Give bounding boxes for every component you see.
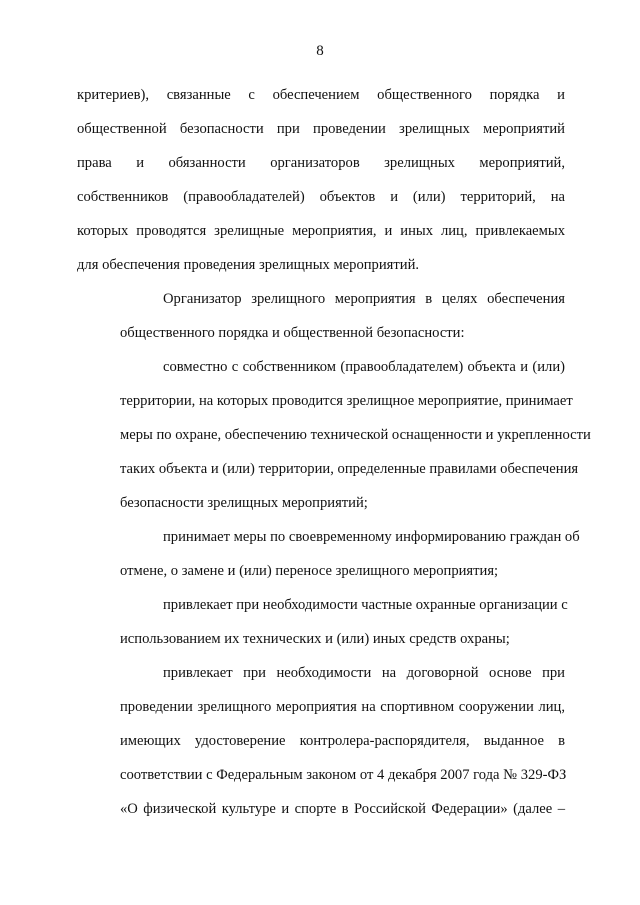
document-body (77, 78, 591, 826)
text-line: общественного порядка и общественной безопасности: (120, 325, 465, 341)
text-line: принимает меры по своевременному информированию граждан об (163, 529, 580, 545)
text-line: совместно с собственником (правообладателем) объекта и (или) (163, 359, 565, 375)
paragraph (77, 520, 580, 588)
paragraph (77, 656, 565, 826)
page-number: 8 (316, 43, 324, 59)
text-line: Организатор зрелищного мероприятия в целях обеспечения (163, 291, 565, 307)
text-line: собственников (правообладателей) объектов и (или) территорий, на (77, 189, 565, 205)
text-line: общественной безопасности при проведении зрелищных мероприятий (77, 121, 565, 137)
text-line: привлекает при необходимости на договорной основе при (163, 665, 565, 681)
text-line: для обеспечения проведения зрелищных мероприятий. (77, 257, 420, 273)
text-line: которых проводятся зрелищные мероприятия, и иных лиц, привлекаемых (77, 223, 565, 239)
text-line: безопасности зрелищных мероприятий; (120, 495, 368, 511)
text-line: отмене, о замене и (или) переносе зрелищного мероприятия; (120, 563, 499, 579)
text-line: критериев), связанные с обеспечением общественного порядка и (77, 87, 565, 103)
paragraph (77, 78, 565, 282)
paragraph (77, 350, 591, 520)
text-line: соответствии с Федеральным законом от 4 декабря 2007 года № 329-ФЗ (120, 767, 567, 783)
text-line: проведении зрелищного мероприятия на спортивном сооружении лиц, (120, 699, 565, 715)
text-line: имеющих удостоверение контролера-распорядителя, выданное в (120, 733, 565, 749)
paragraph (77, 282, 565, 350)
paragraph (77, 588, 568, 656)
text-line: привлекает при необходимости частные охранные организации с (163, 597, 568, 613)
text-line: «О физической культуре и спорте в Российской Федерации» (далее – (120, 801, 565, 817)
text-line: права и обязанности организаторов зрелищных мероприятий, (77, 155, 565, 171)
text-line: таких объекта и (или) территории, определенные правилами обеспечения (120, 461, 579, 477)
text-line: использованием их технических и (или) иных средств охраны; (120, 631, 510, 647)
text-line: меры по охране, обеспечению технической оснащенности и укрепленности (120, 427, 591, 443)
text-line: территории, на которых проводится зрелищное мероприятие, принимает (120, 393, 573, 409)
